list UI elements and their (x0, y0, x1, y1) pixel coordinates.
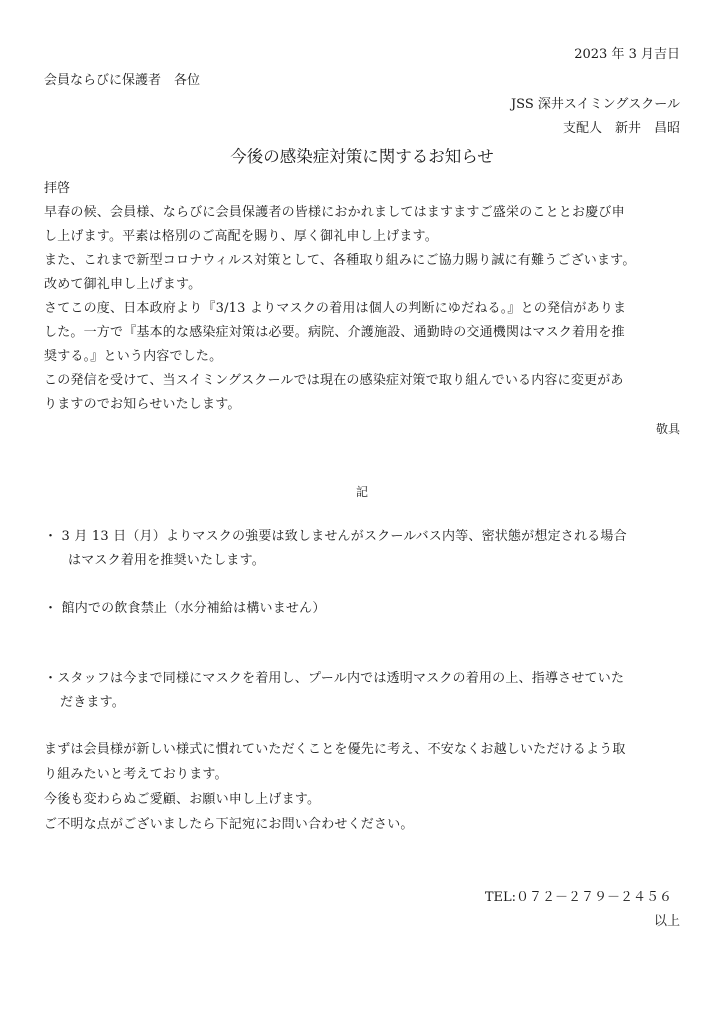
document-date: 2023 年 3 月吉日 (574, 47, 680, 62)
sender-person: 支配人 新井 昌昭 (562, 121, 680, 136)
paragraph-line: りますのでお知らせいたします。 (44, 397, 241, 412)
paragraph-line: し上げます。平素は格別のご高配を賜り、厚く御礼申し上げます。 (44, 229, 438, 244)
addressee: 会員ならびに保護者 各位 (44, 73, 201, 88)
document-title: 今後の感染症対策に関するお知らせ (230, 147, 494, 166)
paragraph-line: 改めて御礼申し上げます。 (44, 277, 202, 292)
closing-line: ご不明な点がございましたら下記宛にお問い合わせください。 (44, 817, 414, 832)
closing-line: り組みたいと考えております。 (44, 767, 228, 782)
end-mark: 以上 (653, 914, 680, 929)
paragraph-line: 早春の候、会員様、ならびに会員保護者の皆様におかれましてはますますご盛栄のこととお慶び申 (44, 205, 625, 220)
greeting-open: 拝啓 (44, 181, 71, 196)
paragraph-line: した。一方で『基本的な感染症対策は必要。病院、介護施設、通勤時の交通機関はマスク着用を推 (44, 325, 625, 340)
ki-heading: 記 (355, 485, 368, 499)
closing-line: 今後も変わらぬご愛顧、お願い申し上げます。 (44, 792, 321, 807)
greeting-close: 敬具 (655, 422, 680, 436)
paragraph-line: 奨する。』という内容でした。 (44, 349, 223, 364)
sender-organization: JSS 深井スイミングスクール (510, 97, 680, 112)
bullet-item-3-line-2: だきます。 (60, 695, 125, 710)
paragraph-line: この発信を受けて、当スイミングスクールでは現在の感染症対策で取り組んでいる内容に変更があ (44, 373, 624, 388)
bullet-item-3-line-1: ・スタッフは今まで同様にマスクを着用し、プール内では透明マスクの着用の上、指導させていた (44, 671, 625, 686)
bullet-item-2-line-1: ・ 館内での飲食禁止（水分補給は構いません） (44, 601, 326, 616)
bullet-item-1-line-2: はマスク着用を推奨いたします。 (68, 553, 265, 568)
bullet-item-1-line-1: ・ 3 月 13 日（月）よりマスクの強要は致しませんがスクールバス内等、密状態が想定される場合 (44, 529, 627, 544)
contact-tel: TEL:０７２－２７９－２４５６ (484, 890, 672, 905)
paragraph-line: また、これまで新型コロナウィルス対策として、各種取り組みにご協力賜り誠に有難うございます。 (44, 253, 636, 268)
paragraph-line: さてこの度、日本政府より『3/13 よりマスクの着用は個人の判断にゆだねる。』との発信がありま (44, 301, 627, 316)
closing-line: まずは会員様が新しい様式に慣れていただくことを優先に考え、不安なくお越しいただけるよう取 (44, 742, 626, 757)
